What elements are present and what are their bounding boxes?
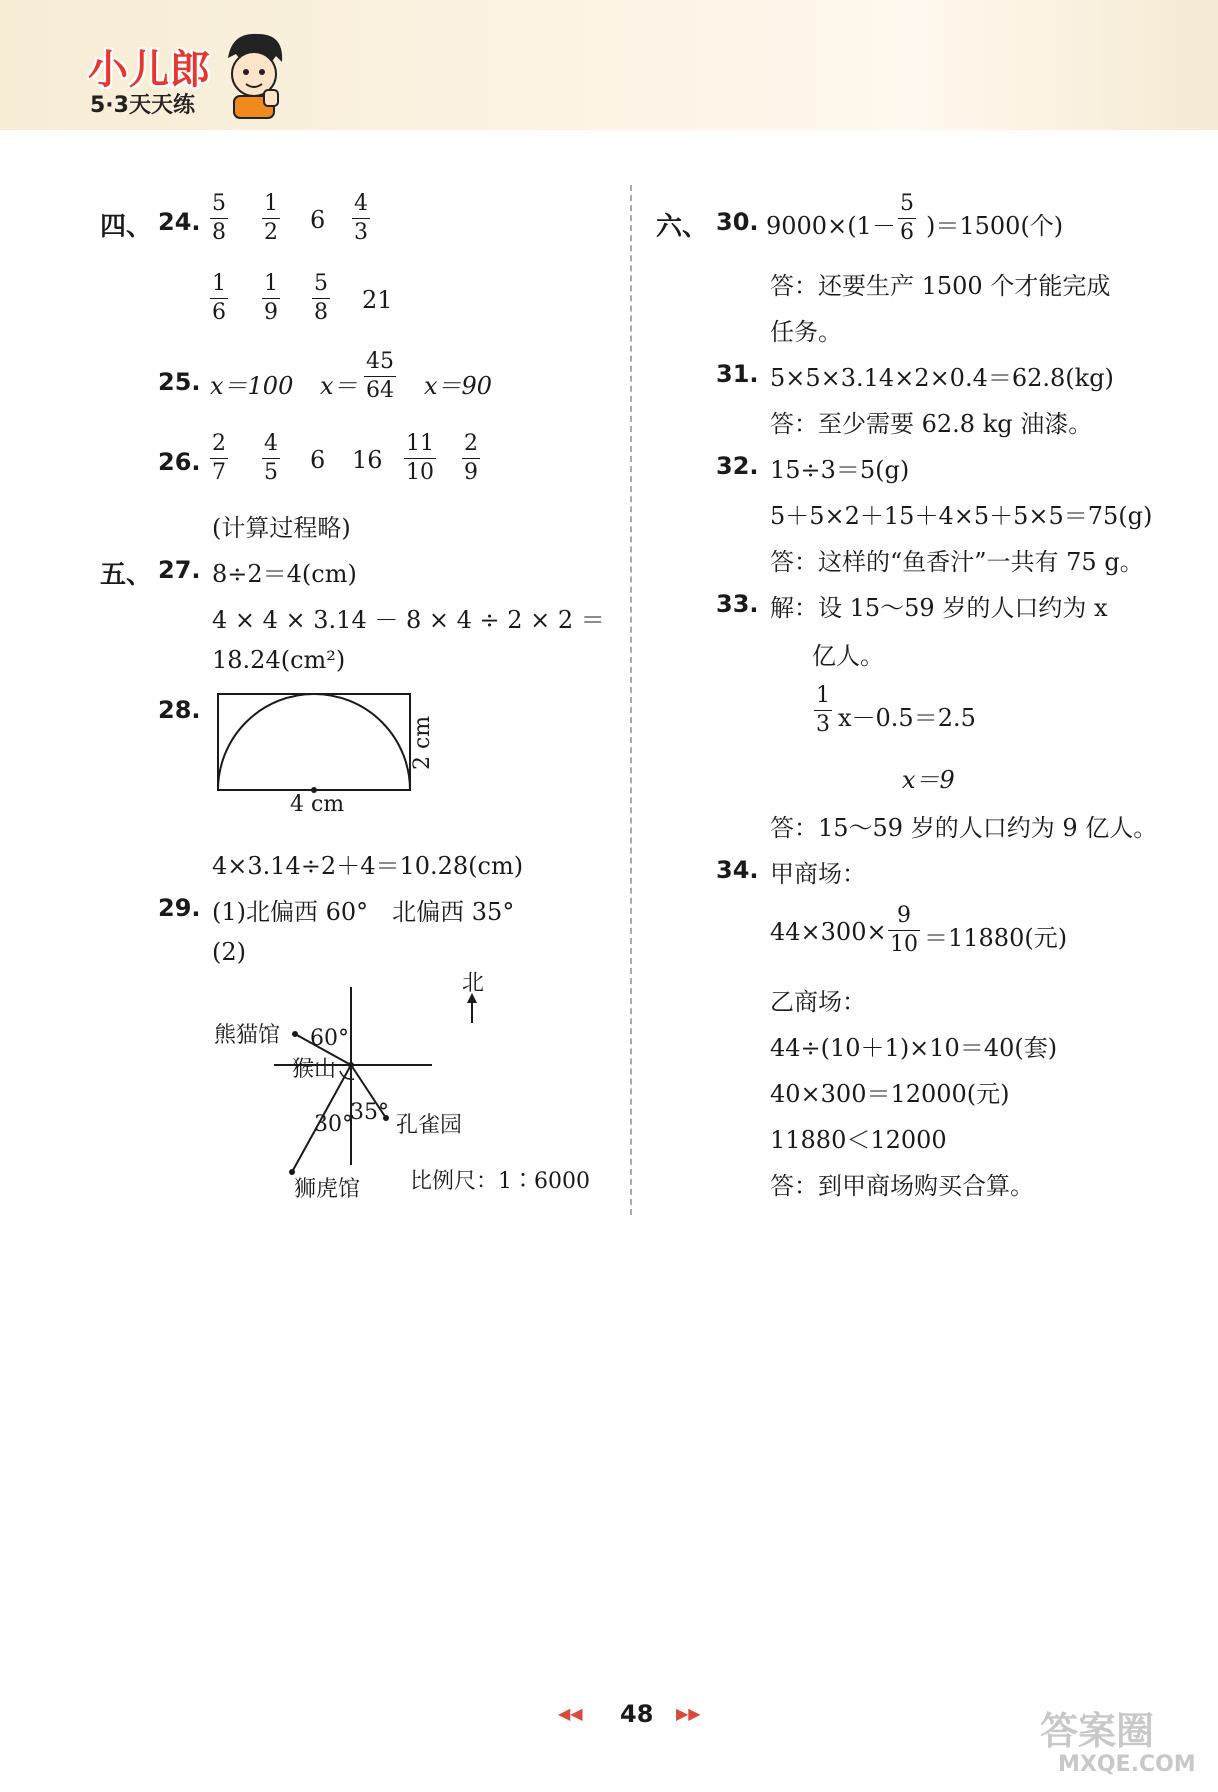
q27-number: 27. bbox=[158, 556, 201, 584]
value: 6 bbox=[310, 446, 326, 474]
q25-answer-2-var: x＝ bbox=[320, 372, 358, 400]
q33-answer: 答：15～59 岁的人口约为 9 亿人。 bbox=[770, 814, 1158, 842]
q30-formula-a: 9000×(1－ bbox=[766, 212, 896, 240]
fraction: $\frac{11}{10}$ bbox=[406, 431, 434, 485]
q33-setup-2: 亿人。 bbox=[812, 642, 884, 670]
map-angle-35: 35° bbox=[350, 1100, 389, 1125]
page-number: 48 bbox=[620, 1700, 654, 1728]
fraction: $\frac{1}{3}$ bbox=[816, 683, 830, 737]
q26-number: 26. bbox=[158, 448, 201, 476]
section-6-label: 六、 bbox=[656, 212, 709, 242]
q32-line-2: 5＋5×2＋15＋4×5＋5×5＝75(g) bbox=[770, 502, 1153, 530]
q29-part-1: (1)北偏西 60° 北偏西 35° bbox=[212, 898, 515, 926]
fraction: $\frac{1}{9}$ bbox=[264, 271, 278, 325]
mascot-icon bbox=[218, 28, 290, 120]
q34-line-b2: 40×300＝12000(元) bbox=[770, 1080, 1010, 1108]
map-north-label: 北 bbox=[462, 971, 485, 996]
q33-number: 33. bbox=[716, 590, 759, 618]
q34-result-a: ＝11880(元) bbox=[924, 924, 1068, 952]
map-scale: 比例尺：1∶6000 bbox=[410, 1169, 590, 1194]
q28-width-label: 4 cm bbox=[290, 792, 345, 817]
q34-formula-a: 44×300× bbox=[770, 918, 887, 946]
map-angle-60: 60° bbox=[310, 1026, 349, 1051]
q34-number: 34. bbox=[716, 856, 759, 884]
q29-part-2: (2) bbox=[212, 938, 246, 966]
value: 21 bbox=[362, 286, 393, 314]
q29-number: 29. bbox=[158, 894, 201, 922]
q25-answer-1: x＝100 bbox=[210, 372, 294, 400]
q34-line-b1: 44÷(10＋1)×10＝40(套) bbox=[770, 1034, 1058, 1062]
q34-label-a: 甲商场： bbox=[770, 860, 866, 888]
section-4-label: 四、 bbox=[100, 212, 153, 242]
q34-answer: 答：到甲商场购买合算。 bbox=[770, 1172, 1034, 1200]
q30-formula-b: )＝1500(个) bbox=[926, 212, 1064, 240]
next-page-icon[interactable]: ▶▶ bbox=[676, 1704, 701, 1723]
map-monkey-label: 猴山 bbox=[292, 1057, 337, 1082]
fraction: $\frac{45}{64}$ bbox=[366, 349, 394, 403]
q28-formula: 4×3.14÷2＋4＝10.28(cm) bbox=[212, 852, 524, 880]
map-peacock-label: 孔雀园 bbox=[396, 1113, 463, 1138]
q33-equation: x－0.5＝2.5 bbox=[838, 704, 976, 732]
q30-number: 30. bbox=[716, 208, 759, 236]
map-panda-label: 熊猫馆 bbox=[214, 1023, 281, 1048]
q25-answer-3: x＝90 bbox=[424, 372, 493, 400]
fraction: $\frac{4}{3}$ bbox=[354, 191, 368, 245]
fraction: $\frac{5}{6}$ bbox=[900, 191, 914, 245]
watermark-title: 答案圈 bbox=[1040, 1709, 1155, 1753]
q25-number: 25. bbox=[158, 368, 201, 396]
fraction: $\frac{1}{2}$ bbox=[264, 191, 278, 245]
logo-subtitle: 5·3天天练 bbox=[90, 93, 195, 118]
q33-setup-1: 解：设 15～59 岁的人口约为 x bbox=[770, 594, 1108, 622]
q33-solution: x＝9 bbox=[902, 766, 955, 794]
q26-note: (计算过程略) bbox=[212, 514, 351, 542]
watermark-url: MXQE.COM bbox=[1058, 1752, 1196, 1777]
q27-line-2: 4 × 4 × 3.14 － 8 × 4 ÷ 2 × 2 ＝ bbox=[212, 606, 605, 634]
logo-title: 小儿郎 bbox=[88, 47, 211, 93]
fraction: $\frac{5}{8}$ bbox=[314, 271, 328, 325]
fraction: $\frac{1}{6}$ bbox=[212, 271, 226, 325]
fraction: $\frac{9}{10}$ bbox=[890, 903, 918, 957]
q31-answer: 答：至少需要 62.8 kg 油漆。 bbox=[770, 410, 1093, 438]
q24-number: 24. bbox=[158, 208, 201, 236]
q32-line-1: 15÷3＝5(g) bbox=[770, 456, 910, 484]
fraction: $\frac{2}{9}$ bbox=[464, 431, 478, 485]
column-divider bbox=[630, 185, 632, 1215]
value: 16 bbox=[352, 446, 383, 474]
q34-label-b: 乙商场： bbox=[770, 988, 866, 1016]
section-5-label: 五、 bbox=[100, 560, 153, 590]
q30-answer-2: 任务。 bbox=[770, 318, 842, 346]
q28-number: 28. bbox=[158, 696, 201, 724]
fraction: $\frac{2}{7}$ bbox=[212, 431, 226, 485]
q27-line-1: 8÷2＝4(cm) bbox=[212, 560, 357, 588]
q31-number: 31. bbox=[716, 360, 759, 388]
q32-answer: 答：这样的“鱼香汁”一共有 75 g。 bbox=[770, 548, 1144, 576]
fraction: $\frac{4}{5}$ bbox=[264, 431, 278, 485]
q32-number: 32. bbox=[716, 452, 759, 480]
q27-line-3: 18.24(cm²) bbox=[212, 646, 346, 674]
q28-height-label: 2 cm bbox=[410, 715, 435, 770]
value: 6 bbox=[310, 206, 326, 234]
fraction: $\frac{5}{8}$ bbox=[212, 191, 226, 245]
map-angle-30: 30° bbox=[314, 1112, 353, 1137]
q34-compare: 11880＜12000 bbox=[770, 1126, 947, 1154]
q30-answer-1: 答：还要生产 1500 个才能完成 bbox=[770, 272, 1111, 300]
map-lion-label: 狮虎馆 bbox=[294, 1177, 361, 1202]
prev-page-icon[interactable]: ◀◀ bbox=[558, 1704, 583, 1723]
q31-formula: 5×5×3.14×2×0.4＝62.8(kg) bbox=[770, 364, 1114, 392]
